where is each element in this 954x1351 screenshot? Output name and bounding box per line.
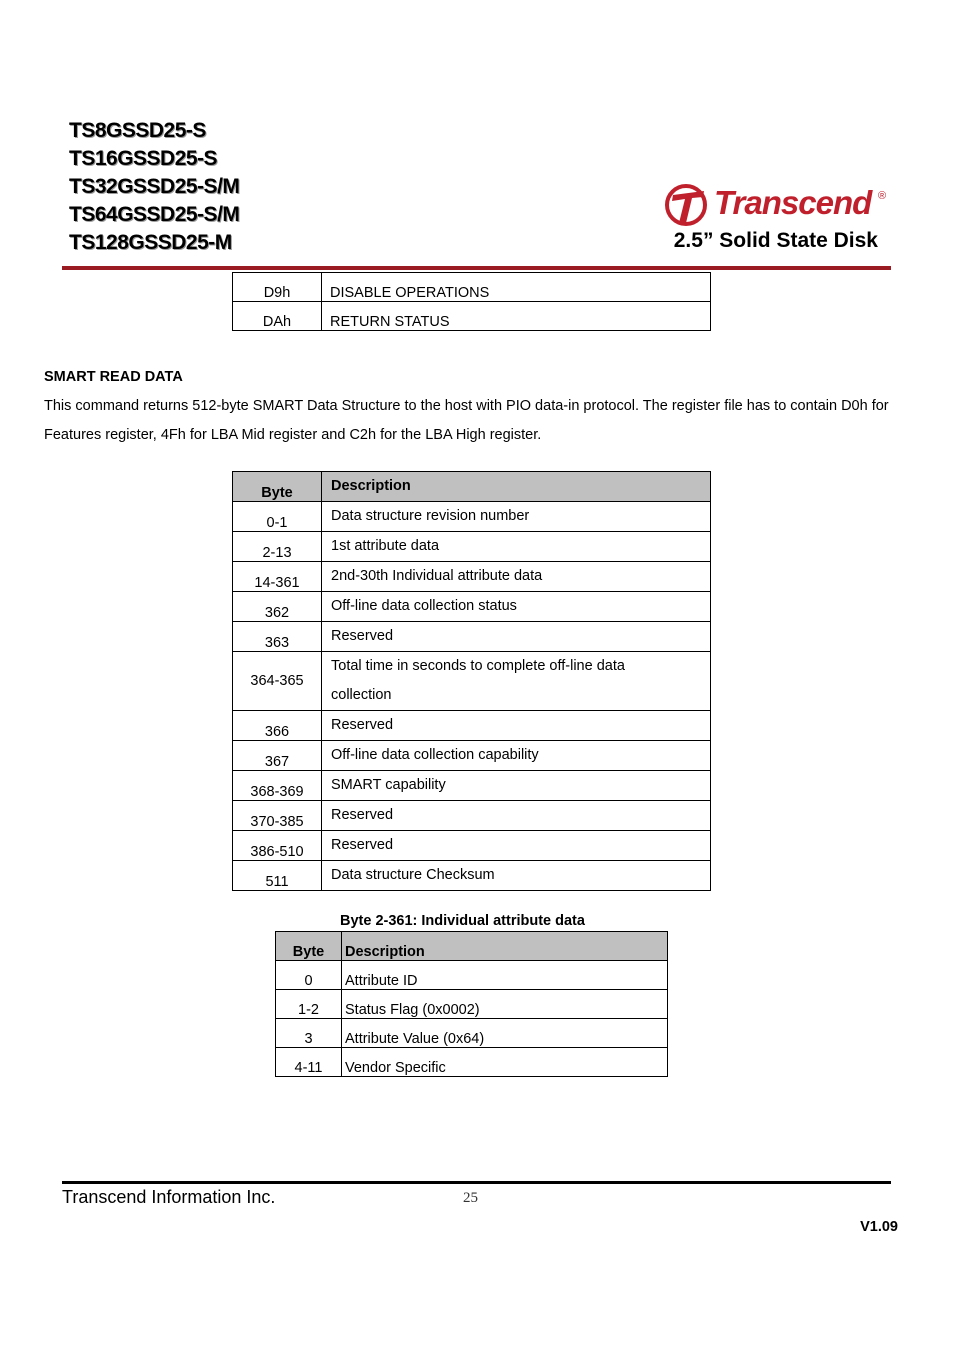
section-paragraph: This command returns 512-byte SMART Data Structure to the host with PIO data-in protocol. The register file has to contain D0h for Features register, 4Fh for LBA Mid register and C2h for the LBA High register. xyxy=(44,398,889,443)
description-cell: Reserved xyxy=(322,622,711,652)
byte-cell: 386-510 xyxy=(233,831,322,861)
transcend-logo xyxy=(664,181,890,227)
command-code: D9h xyxy=(233,273,322,302)
description-cell: 1st attribute data xyxy=(322,532,711,562)
table-row xyxy=(233,302,711,331)
table-row xyxy=(233,562,711,592)
description-cell: Total time in seconds to complete off-line data collection xyxy=(322,652,711,711)
table-row xyxy=(233,622,711,652)
byte-cell: 362 xyxy=(233,592,322,622)
column-header-description: Description xyxy=(322,472,711,502)
model-list xyxy=(69,117,239,257)
byte-cell: 0 xyxy=(276,961,342,990)
table-header-row xyxy=(276,932,668,961)
company-name: Transcend Information Inc. xyxy=(62,1187,276,1207)
byte-cell: 14-361 xyxy=(233,562,322,592)
registered-mark: ® xyxy=(878,190,887,202)
brand-name: Transcend xyxy=(714,184,872,221)
table-row xyxy=(233,273,711,302)
table-row xyxy=(233,711,711,741)
byte-cell: 2-13 xyxy=(233,532,322,562)
byte-cell: 370-385 xyxy=(233,801,322,831)
table-row xyxy=(276,961,668,990)
table-row xyxy=(276,1019,668,1048)
table-row xyxy=(233,801,711,831)
command-table xyxy=(232,272,711,331)
model-name: TS16GSSD25-S xyxy=(69,147,218,170)
attribute-table xyxy=(275,931,668,1077)
model-name: TS64GSSD25-S/M xyxy=(69,203,240,226)
description-cell: Reserved xyxy=(322,831,711,861)
table-row xyxy=(233,831,711,861)
model-name: TS32GSSD25-S/M xyxy=(69,175,240,198)
description-cell: Data structure revision number xyxy=(322,502,711,532)
description-cell: Status Flag (0x0002) xyxy=(342,990,668,1019)
description-cell: SMART capability xyxy=(322,771,711,801)
description-cell: Off-line data collection capability xyxy=(322,741,711,771)
column-header-byte: Byte xyxy=(276,932,342,961)
table-caption: Byte 2-361: Individual attribute data xyxy=(340,913,585,929)
description-cell: Reserved xyxy=(322,801,711,831)
table-row xyxy=(276,990,668,1019)
command-name: DISABLE OPERATIONS xyxy=(322,273,711,302)
column-header-byte: Byte xyxy=(233,472,322,502)
table-row xyxy=(233,652,711,711)
byte-cell: 3 xyxy=(276,1019,342,1048)
document-version: V1.09 xyxy=(860,1219,898,1235)
table-header-row xyxy=(233,472,711,502)
description-cell: Reserved xyxy=(322,711,711,741)
byte-cell: 368-369 xyxy=(233,771,322,801)
description-cell: Data structure Checksum xyxy=(322,861,711,891)
byte-cell: 511 xyxy=(233,861,322,891)
table-row xyxy=(233,592,711,622)
description-cell: Attribute Value (0x64) xyxy=(342,1019,668,1048)
smart-data-table xyxy=(232,471,711,891)
table-row xyxy=(233,741,711,771)
table-row xyxy=(233,502,711,532)
footer-divider xyxy=(62,1181,891,1184)
byte-cell: 364-365 xyxy=(233,652,322,711)
description-cell: Vendor Specific xyxy=(342,1048,668,1077)
byte-cell: 366 xyxy=(233,711,322,741)
table-row xyxy=(276,1048,668,1077)
byte-cell: 0-1 xyxy=(233,502,322,532)
table-row xyxy=(233,861,711,891)
description-cell: 2nd-30th Individual attribute data xyxy=(322,562,711,592)
table-row xyxy=(233,532,711,562)
model-name: TS8GSSD25-S xyxy=(69,119,206,142)
table-row xyxy=(233,771,711,801)
description-cell: Attribute ID xyxy=(342,961,668,990)
command-code: DAh xyxy=(233,302,322,331)
column-header-description: Description xyxy=(342,932,668,961)
byte-cell: 1-2 xyxy=(276,990,342,1019)
model-name: TS128GSSD25-M xyxy=(69,231,232,254)
page-number: 25 xyxy=(463,1190,478,1206)
transcend-t-icon xyxy=(664,181,710,227)
header-divider xyxy=(62,266,891,270)
byte-cell: 4-11 xyxy=(276,1048,342,1077)
description-cell: Off-line data collection status xyxy=(322,592,711,622)
byte-cell: 363 xyxy=(233,622,322,652)
byte-cell: 367 xyxy=(233,741,322,771)
section-title: SMART READ DATA xyxy=(44,369,183,385)
document-subtitle: 2.5” Solid State Disk xyxy=(673,229,878,252)
command-name: RETURN STATUS xyxy=(322,302,711,331)
